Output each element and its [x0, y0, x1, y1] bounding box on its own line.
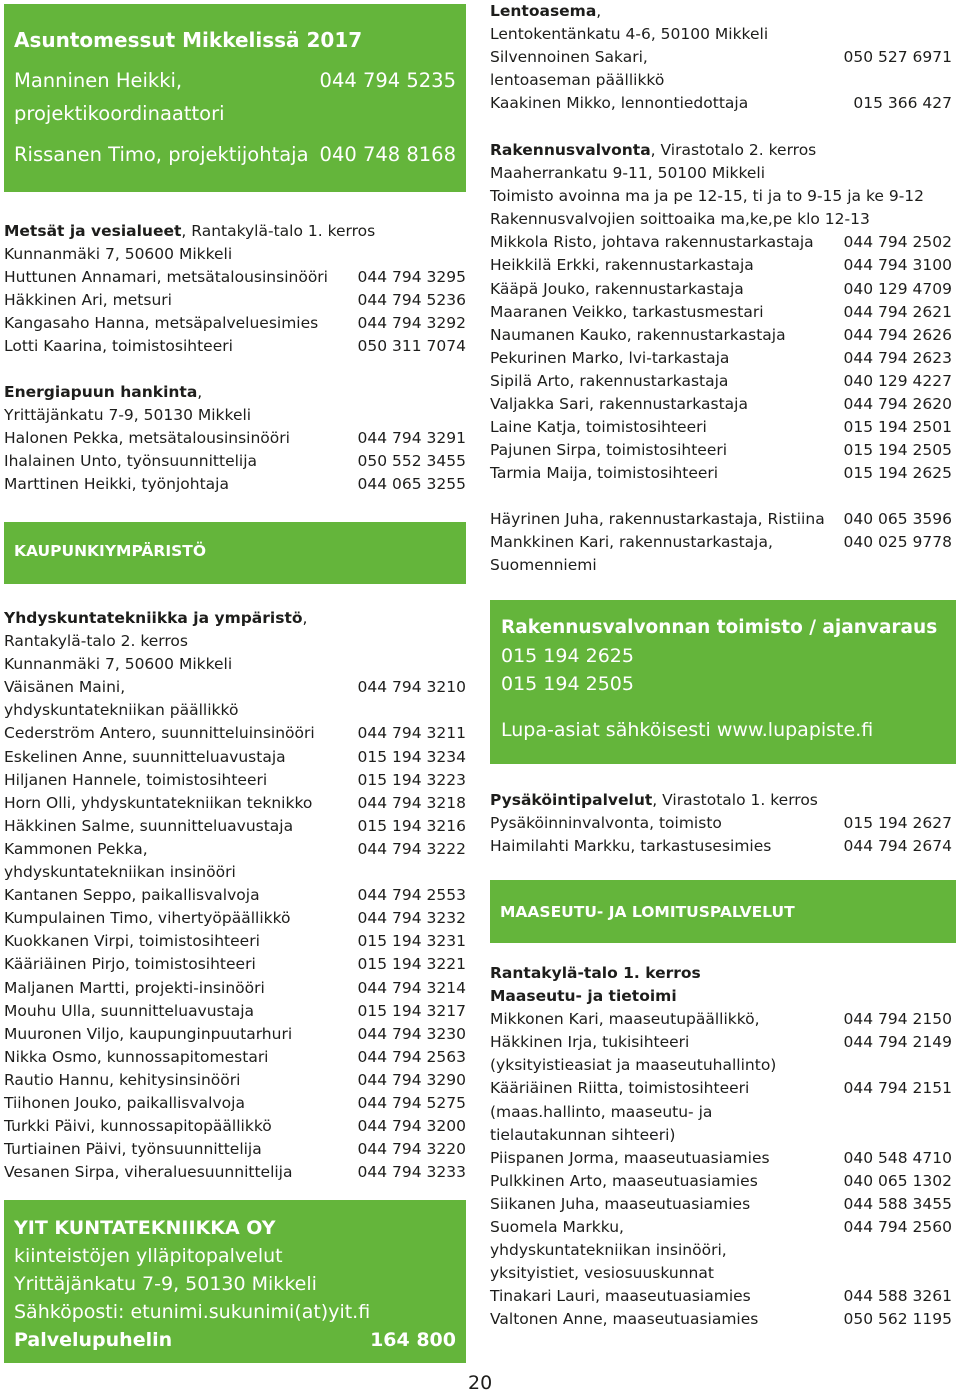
- contact-name: Haimilahti Markku, tarkastusesimies: [490, 837, 772, 856]
- contact-name: projektikoordinaattori: [14, 102, 225, 125]
- contact-row: [490, 439, 952, 462]
- contact-phone: 044 794 3233: [357, 1163, 466, 1182]
- contact-name: Rissanen Timo, projektijohtaja: [14, 143, 309, 166]
- contact-phone: 044 794 3214: [357, 978, 466, 997]
- contact-row: [490, 1147, 952, 1170]
- contact-phone: 015 194 3216: [357, 816, 466, 835]
- contact-row: [14, 138, 456, 171]
- contact-name: Silvennoinen Sakari,: [490, 48, 648, 67]
- contact-name: Nikka Osmo, kunnossapitomestari: [4, 1047, 269, 1066]
- contact-name: Kumpulainen Timo, vihertyöpäällikkö: [4, 909, 291, 928]
- contact-name: Laine Katja, toimistosihteeri: [490, 418, 707, 437]
- contact-name: Eskelinen Anne, suunnitteluavustaja: [4, 747, 286, 766]
- lentoasema-section: [490, 0, 952, 115]
- contact-row: [14, 64, 456, 97]
- contact-phone: 040 748 8168: [319, 143, 456, 166]
- rakennusvalvonta-heading: Rakennusvalvonta, Virastotalo 2. kerros: [490, 141, 817, 159]
- pysakointi-contacts: [490, 812, 952, 858]
- contact-name: Lotti Kaarina, toimistosihteeri: [4, 337, 233, 356]
- lentoasema-contacts: [490, 46, 952, 115]
- contact-name: yksityistiet, vesiosuuskunnat: [490, 1264, 714, 1283]
- contact-phone: 015 194 3217: [357, 1001, 466, 1020]
- contact-phone: 015 194 3223: [357, 770, 466, 789]
- contact-phone: 044 065 3255: [357, 475, 466, 494]
- contact-phone: 044 794 3291: [357, 429, 466, 448]
- kaupunkiymparisto-title: KAUPUNKIYMPÄRISTÖ: [14, 542, 207, 560]
- contact-row: [490, 554, 952, 577]
- contact-row: [490, 324, 952, 347]
- contact-phone: 015 194 2501: [843, 418, 952, 437]
- yit-line2: Yrittäjänkatu 7-9, 50130 Mikkeli: [14, 1273, 317, 1295]
- contact-phone: 015 194 3231: [357, 932, 466, 951]
- contact-name: (maas.hallinto, maaseutu- ja: [490, 1102, 713, 1121]
- contact-phone: 015 194 2627: [843, 814, 952, 833]
- contact-name: Pysäköinninvalvonta, toimisto: [490, 814, 722, 833]
- contact-phone: 015 194 3234: [357, 747, 466, 766]
- yit-title: YIT KUNTATEKNIIKKA OY: [14, 1217, 276, 1239]
- maaseutu-heading: Maaseutu- ja tietoimi: [490, 987, 677, 1006]
- maaseutu-location: Rantakylä-talo 1. kerros: [490, 964, 701, 982]
- contact-name: Vesanen Sirpa, viheraluesuunnittelija: [4, 1163, 293, 1182]
- yit-line3: Sähköposti: etunimi.sukunimi(at)yit.fi: [14, 1301, 371, 1323]
- contact-name: Häyrinen Juha, rakennustarkastaja, Ristiina: [490, 510, 825, 528]
- contact-name: Ihalainen Unto, työnsuunnittelija: [4, 452, 258, 471]
- contact-row: [4, 838, 466, 861]
- contact-row: [490, 835, 952, 858]
- energia-heading: Energiapuun hankinta,: [4, 383, 203, 401]
- contact-row: [4, 953, 466, 976]
- contact-row: [4, 907, 466, 930]
- contact-row: [4, 312, 466, 335]
- rakennusvalvonta-regional: [490, 508, 952, 577]
- asuntomessut-title: Asuntomessut Mikkelissä 2017: [14, 28, 363, 52]
- maaseutu-box: [490, 880, 956, 943]
- contact-name: Hiljanen Hannele, toimistosihteeri: [4, 770, 268, 789]
- contact-phone: 044 794 2553: [357, 886, 466, 905]
- contact-phone: 050 562 1195: [843, 1310, 952, 1329]
- contact-phone: 044 794 3295: [357, 268, 466, 287]
- contact-row: [4, 335, 466, 358]
- contact-name: Kääpä Jouko, rakennustarkastaja: [490, 279, 744, 298]
- lentoasema-heading: Lentoasema,: [490, 2, 602, 20]
- contact-row: [4, 676, 466, 699]
- contact-phone: 050 552 3455: [357, 452, 466, 471]
- contact-name: Tinakari Lauri, maaseutuasiamies: [490, 1287, 751, 1306]
- contact-row: [490, 231, 952, 254]
- contact-row: [490, 1262, 952, 1285]
- contact-phone: 015 194 2505: [843, 441, 952, 460]
- yhdyskunta-heading: Yhdyskuntatekniikka ja ympäristö,: [4, 609, 308, 627]
- contact-row: [4, 473, 466, 496]
- contact-name: Maaranen Veikko, tarkastusmestari: [490, 302, 764, 321]
- contact-phone: 044 794 3232: [357, 909, 466, 928]
- contact-row: [4, 746, 466, 769]
- contact-name: lentoaseman päällikkö: [490, 71, 665, 90]
- contact-name: Kääriäinen Pirjo, toimistosihteeri: [4, 955, 256, 974]
- contact-name: Huttunen Annamari, metsätalousinsinööri: [4, 268, 328, 287]
- contact-phone: 044 794 2150: [843, 1010, 952, 1029]
- rakennusvalvonta-hours: Toimisto avoinna ma ja pe 12-15, ti ja to 9-15 ja ke 9-12: [490, 187, 925, 206]
- contact-name: Piispanen Jorma, maaseutuasiamies: [490, 1148, 770, 1167]
- contact-row: [490, 301, 952, 324]
- contact-name: Kaakinen Mikko, lennontiedottaja: [490, 94, 749, 113]
- contact-phone: 044 794 3292: [357, 314, 466, 333]
- contact-row: [4, 1023, 466, 1046]
- lentoasema-address: Lentokentänkatu 4-6, 50100 Mikkeli: [490, 25, 769, 44]
- contact-row: [490, 1193, 952, 1216]
- contact-name: Siikanen Juha, maaseutuasiamies: [490, 1194, 751, 1213]
- contact-phone: 040 025 9778: [843, 533, 952, 552]
- contact-row: [4, 1115, 466, 1138]
- contact-phone: 040 129 4709: [843, 279, 952, 298]
- contact-phone: 044 794 5236: [357, 291, 466, 310]
- contact-row: [4, 861, 466, 884]
- contact-name: Mikkola Risto, johtava rakennustarkastaja: [490, 233, 814, 252]
- contact-row: [4, 1161, 466, 1184]
- rakennusvalvonta-office-box: [490, 600, 956, 764]
- contact-name: Kantanen Seppo, paikallisvalvoja: [4, 886, 260, 905]
- contact-row: [490, 1216, 952, 1239]
- contact-name: tielautakunnan sihteeri): [490, 1125, 676, 1144]
- contact-row: [490, 462, 952, 485]
- contact-phone: 044 794 2626: [843, 325, 952, 344]
- contact-row: [490, 1170, 952, 1193]
- contact-name: Mouhu Ulla, suunnitteluavustaja: [4, 1001, 255, 1020]
- contact-phone: 044 588 3261: [843, 1287, 952, 1306]
- contact-phone: 044 794 2563: [357, 1047, 466, 1066]
- contact-row: [4, 1046, 466, 1069]
- contact-row: [490, 1239, 952, 1262]
- contact-phone: 044 794 3100: [843, 256, 952, 275]
- contact-phone: 044 794 3211: [357, 724, 466, 743]
- contact-phone: 044 794 3218: [357, 793, 466, 812]
- contact-row: [490, 1031, 952, 1054]
- contact-row: [490, 508, 952, 531]
- yhdyskunta-section: [4, 607, 466, 1184]
- rakennusvalvonta-contacts: [490, 231, 952, 485]
- contact-row: [4, 699, 466, 722]
- contact-phone: 044 794 3230: [357, 1024, 466, 1043]
- pysakointi-heading: Pysäköintipalvelut, Virastotalo 1. kerros: [490, 791, 818, 809]
- contact-name: Kuokkanen Virpi, toimistosihteeri: [4, 932, 260, 951]
- contact-row: [490, 278, 952, 301]
- contact-name: Mikkonen Kari, maaseutupäällikkö,: [490, 1010, 760, 1029]
- contact-row: [490, 531, 952, 554]
- rv-box-phone1: 015 194 2625: [501, 645, 634, 667]
- contact-name: Cederström Antero, suunnitteluinsinööri: [4, 724, 315, 743]
- contact-row: [4, 722, 466, 745]
- contact-phone: 044 794 2151: [843, 1079, 952, 1098]
- contact-name: Horn Olli, yhdyskuntatekniikan teknikko: [4, 793, 313, 812]
- yhdyskunta-address2: Kunnanmäki 7, 50600 Mikkeli: [4, 655, 233, 674]
- contact-row: [4, 815, 466, 838]
- energia-section: [4, 381, 466, 496]
- contact-phone: 015 366 427: [853, 94, 952, 113]
- yhdyskunta-contacts: [4, 676, 466, 1184]
- contact-phone: 044 588 3455: [843, 1194, 952, 1213]
- contact-name: Turkki Päivi, kunnossapitopäällikkö: [4, 1117, 272, 1136]
- page-number: 20: [468, 1372, 493, 1394]
- contact-phone: 050 311 7074: [357, 337, 466, 356]
- metsat-section: [4, 220, 466, 359]
- contact-name: Valjakka Sari, rakennustarkastaja: [490, 395, 748, 414]
- metsat-contacts: [4, 266, 466, 358]
- energia-address: Yrittäjänkatu 7-9, 50130 Mikkeli: [4, 406, 252, 425]
- contact-name: Halonen Pekka, metsätalousinsinööri: [4, 429, 290, 448]
- contact-row: [4, 266, 466, 289]
- contact-phone: 040 548 4710: [843, 1148, 952, 1167]
- contact-phone: 044 794 3210: [357, 678, 466, 697]
- energia-contacts: [4, 427, 466, 496]
- contact-name: Kangasaho Hanna, metsäpalveluesimies: [4, 314, 319, 333]
- contact-row: [4, 289, 466, 312]
- rv-box-web: Lupa-asiat sähköisesti www.lupapiste.fi: [501, 719, 874, 741]
- rakennusvalvonta-call-time: Rakennusvalvojien soittoaika ma,ke,pe klo 12-13: [490, 210, 870, 229]
- contact-row: [14, 97, 456, 130]
- contact-row: [490, 1101, 952, 1124]
- contact-row: [4, 1092, 466, 1115]
- contact-phone: 044 794 3200: [357, 1117, 466, 1136]
- contact-row: [4, 427, 466, 450]
- contact-name: Valtonen Anne, maaseutuasiamies: [490, 1310, 759, 1329]
- metsat-heading: Metsät ja vesialueet, Rantakylä-talo 1. kerros: [4, 222, 376, 240]
- contact-row: [490, 1008, 952, 1031]
- rv-box-phone2: 015 194 2505: [501, 673, 634, 695]
- yit-line1: kiinteistöjen ylläpitopalvelut: [14, 1245, 283, 1267]
- contact-name: Häkkinen Irja, tukisihteeri: [490, 1033, 690, 1052]
- contact-phone: 044 794 2149: [843, 1033, 952, 1052]
- contact-phone: 044 794 5235: [319, 69, 456, 92]
- contact-name: Rautio Hannu, kehitysinsinööri: [4, 1070, 241, 1089]
- contact-phone: 040 065 3596: [843, 510, 952, 528]
- contact-row: [490, 254, 952, 277]
- contact-phone: 015 194 2625: [843, 464, 952, 483]
- contact-phone: 044 794 2620: [843, 395, 952, 414]
- contact-row: [4, 792, 466, 815]
- contact-phone: 044 794 2560: [843, 1218, 952, 1237]
- yit-box: [4, 1200, 466, 1363]
- contact-name: Naumanen Kauko, rakennustarkastaja: [490, 325, 786, 344]
- contact-row: [4, 769, 466, 792]
- contact-name: Suomela Markku,: [490, 1218, 624, 1237]
- contact-phone: 050 527 6971: [843, 48, 952, 67]
- contact-row: [4, 1069, 466, 1092]
- contact-row: [4, 1000, 466, 1023]
- contact-name: Väisänen Maini,: [4, 678, 126, 697]
- contact-row: [490, 347, 952, 370]
- rakennusvalvonta-address: Maaherrankatu 9-11, 50100 Mikkeli: [490, 164, 766, 183]
- contact-row: [4, 1138, 466, 1161]
- contact-row: [490, 1124, 952, 1147]
- contact-phone: 044 794 3290: [357, 1070, 466, 1089]
- contact-row: [4, 884, 466, 907]
- contact-phone: 044 794 2621: [843, 302, 952, 321]
- yit-phone-row: [14, 1326, 456, 1354]
- maaseutu-section: [490, 962, 952, 1332]
- contact-row: [490, 1285, 952, 1308]
- contact-row: [4, 450, 466, 473]
- contact-phone: 040 129 4227: [843, 371, 952, 390]
- contact-row: [490, 1077, 952, 1100]
- contact-phone: 044 794 5275: [357, 1093, 466, 1112]
- contact-name: Sipilä Arto, rakennustarkastaja: [490, 371, 729, 390]
- maaseutu-contacts: [490, 1008, 952, 1331]
- contact-name: yhdyskuntatekniikan insinööri: [4, 863, 236, 882]
- contact-row: [490, 393, 952, 416]
- contact-row: [490, 416, 952, 439]
- contact-name: Pulkkinen Arto, maaseutuasiamies: [490, 1171, 758, 1190]
- rv-box-title: Rakennusvalvonnan toimisto / ajanvaraus: [501, 617, 938, 638]
- contact-name: Heikkilä Erkki, rakennustarkastaja: [490, 256, 754, 275]
- contact-row: [490, 69, 952, 92]
- contact-name: Maljanen Martti, projekti-insinööri: [4, 978, 265, 997]
- contact-row: [490, 370, 952, 393]
- contact-row: [490, 1308, 952, 1331]
- contact-name: yhdyskuntatekniikan insinööri,: [490, 1241, 727, 1260]
- contact-name: Muuronen Viljo, kaupunginpuutarhuri: [4, 1024, 293, 1043]
- contact-phone: 044 794 3222: [357, 839, 466, 858]
- contact-name: Pajunen Sirpa, toimistosihteeri: [490, 441, 728, 460]
- contact-row: [490, 1054, 952, 1077]
- contact-name: Marttinen Heikki, työnjohtaja: [4, 475, 229, 494]
- contact-name: Tiihonen Jouko, paikallisvalvoja: [4, 1093, 245, 1112]
- contact-name: Manninen Heikki,: [14, 69, 183, 92]
- yit-phone: 164 800: [370, 1329, 456, 1351]
- contact-name: Kääriäinen Riitta, toimistosihteeri: [490, 1079, 750, 1098]
- contact-row: [490, 812, 952, 835]
- asuntomessut-contacts: [14, 64, 456, 171]
- contact-row: [4, 977, 466, 1000]
- contact-phone: 044 794 2502: [843, 233, 952, 252]
- contact-row: [490, 92, 952, 115]
- asuntomessut-box: [4, 4, 466, 192]
- kaupunkiymparisto-box: [4, 522, 466, 584]
- contact-name: Turtiainen Päivi, työnsuunnittelija: [4, 1140, 262, 1159]
- contact-name: Pekurinen Marko, lvi-tarkastaja: [490, 348, 730, 367]
- maaseutu-box-title: MAASEUTU- JA LOMITUSPALVELUT: [500, 903, 795, 921]
- contact-phone: 044 794 3220: [357, 1140, 466, 1159]
- contact-name: Tarmia Maija, toimistosihteeri: [490, 464, 719, 483]
- pysakointi-section: [490, 789, 952, 858]
- contact-name: (yksityistieasiat ja maaseutuhallinto): [490, 1056, 777, 1075]
- rakennusvalvonta-section: [490, 139, 952, 485]
- contact-name: Häkkinen Ari, metsuri: [4, 291, 172, 310]
- rakennusvalvonta-regional-contacts: [490, 508, 952, 577]
- contact-name: Häkkinen Salme, suunnitteluavustaja: [4, 816, 294, 835]
- contact-name: Mankkinen Kari, rakennustarkastaja,: [490, 533, 773, 552]
- contact-name: yhdyskuntatekniikan päällikkö: [4, 701, 239, 720]
- contact-name: Suomenniemi: [490, 556, 597, 575]
- contact-row: [490, 46, 952, 69]
- contact-row: [4, 930, 466, 953]
- contact-name: Kammonen Pekka,: [4, 839, 148, 858]
- contact-phone: 044 794 2623: [843, 348, 952, 367]
- yhdyskunta-address1: Rantakylä-talo 2. kerros: [4, 632, 188, 651]
- contact-phone: 040 065 1302: [843, 1171, 952, 1190]
- metsat-address: Kunnanmäki 7, 50600 Mikkeli: [4, 245, 233, 264]
- yit-phone-label: Palvelupuhelin: [14, 1329, 173, 1351]
- contact-phone: 015 194 3221: [357, 955, 466, 974]
- contact-phone: 044 794 2674: [843, 837, 952, 856]
